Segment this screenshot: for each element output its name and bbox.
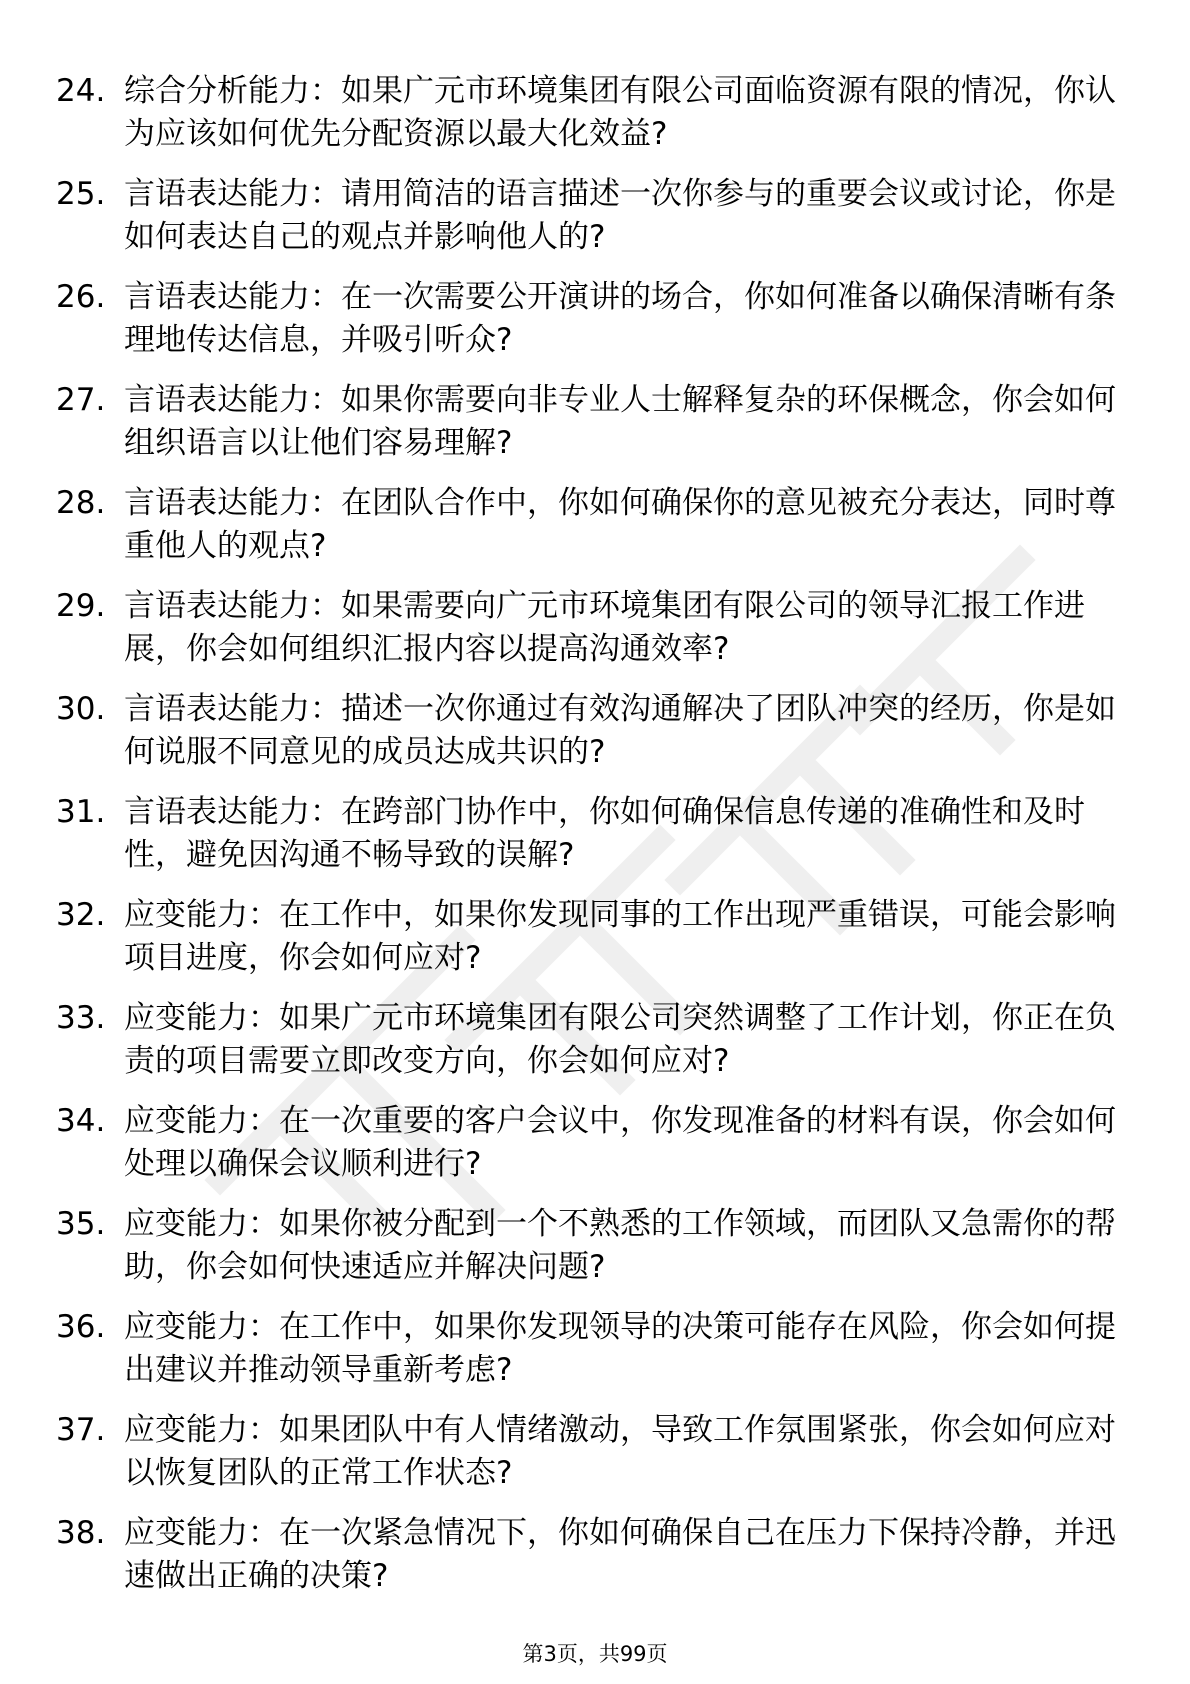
question-number: 30. xyxy=(56,691,106,727)
question-item xyxy=(56,482,1136,568)
question-number: 25. xyxy=(56,176,106,212)
question-item xyxy=(56,585,1136,671)
question-item xyxy=(56,1203,1136,1289)
question-item xyxy=(56,173,1136,259)
question-text: 综合分析能力：如果广元市环境集团有限公司面临资源有限的情况，你认为应该如何优先分配资源以最大化效益? xyxy=(124,73,1116,152)
question-number: 38. xyxy=(56,1515,106,1551)
question-text: 言语表达能力：如果需要向广元市环境集团有限公司的领导汇报工作进展，你会如何组织汇报内容以提高沟通效率? xyxy=(124,588,1085,667)
question-text: 言语表达能力：在跨部门协作中，你如何确保信息传递的准确性和及时性，避免因沟通不畅导致的误解? xyxy=(124,794,1085,873)
question-number: 27. xyxy=(56,382,106,418)
question-item xyxy=(56,276,1136,362)
question-item xyxy=(56,997,1136,1083)
question-number: 29. xyxy=(56,588,106,624)
question-number: 28. xyxy=(56,485,106,521)
question-text: 应变能力：如果广元市环境集团有限公司突然调整了工作计划，你正在负责的项目需要立即改变方向，你会如何应对? xyxy=(124,1000,1116,1079)
question-item xyxy=(56,1409,1136,1495)
question-list xyxy=(56,70,1136,1615)
question-text: 言语表达能力：如果你需要向非专业人士解释复杂的环保概念，你会如何组织语言以让他们容易理解? xyxy=(124,382,1116,461)
question-text: 言语表达能力：请用简洁的语言描述一次你参与的重要会议或讨论，你是如何表达自己的观点并影响他人的? xyxy=(124,176,1116,255)
question-item xyxy=(56,791,1136,877)
question-number: 24. xyxy=(56,73,106,109)
question-item xyxy=(56,1100,1136,1186)
question-item xyxy=(56,894,1136,980)
question-number: 35. xyxy=(56,1206,106,1242)
page-number-footer: 第3页，共99页 xyxy=(522,1642,668,1666)
question-text: 应变能力：在工作中，如果你发现同事的工作出现严重错误，可能会影响项目进度，你会如何应对? xyxy=(124,897,1116,976)
question-text: 应变能力：在一次紧急情况下，你如何确保自己在压力下保持冷静，并迅速做出正确的决策? xyxy=(124,1515,1116,1594)
question-text: 言语表达能力：描述一次你通过有效沟通解决了团队冲突的经历，你是如何说服不同意见的成员达成共识的? xyxy=(124,691,1116,770)
question-number: 37. xyxy=(56,1412,106,1448)
question-text: 应变能力：在工作中，如果你发现领导的决策可能存在风险，你会如何提出建议并推动领导重新考虑? xyxy=(124,1309,1116,1388)
question-item xyxy=(56,379,1136,465)
question-item xyxy=(56,1306,1136,1392)
question-text: 应变能力：如果你被分配到一个不熟悉的工作领域，而团队又急需你的帮助，你会如何快速适应并解决问题? xyxy=(124,1206,1116,1285)
question-number: 33. xyxy=(56,1000,106,1036)
question-text: 言语表达能力：在团队合作中，你如何确保你的意见被充分表达，同时尊重他人的观点? xyxy=(124,485,1116,564)
question-text: 应变能力：在一次重要的客户会议中，你发现准备的材料有误，你会如何处理以确保会议顺利进行? xyxy=(124,1103,1116,1182)
question-text: 言语表达能力：在一次需要公开演讲的场合，你如何准备以确保清晰有条理地传达信息，并吸引听众? xyxy=(124,279,1116,358)
question-number: 32. xyxy=(56,897,106,933)
question-number: 26. xyxy=(56,279,106,315)
question-item xyxy=(56,70,1136,156)
question-item xyxy=(56,1512,1136,1598)
question-number: 31. xyxy=(56,794,106,830)
question-number: 34. xyxy=(56,1103,106,1139)
question-text: 应变能力：如果团队中有人情绪激动，导致工作氛围紧张，你会如何应对以恢复团队的正常工作状态? xyxy=(124,1412,1116,1491)
question-item xyxy=(56,688,1136,774)
question-number: 36. xyxy=(56,1309,106,1345)
